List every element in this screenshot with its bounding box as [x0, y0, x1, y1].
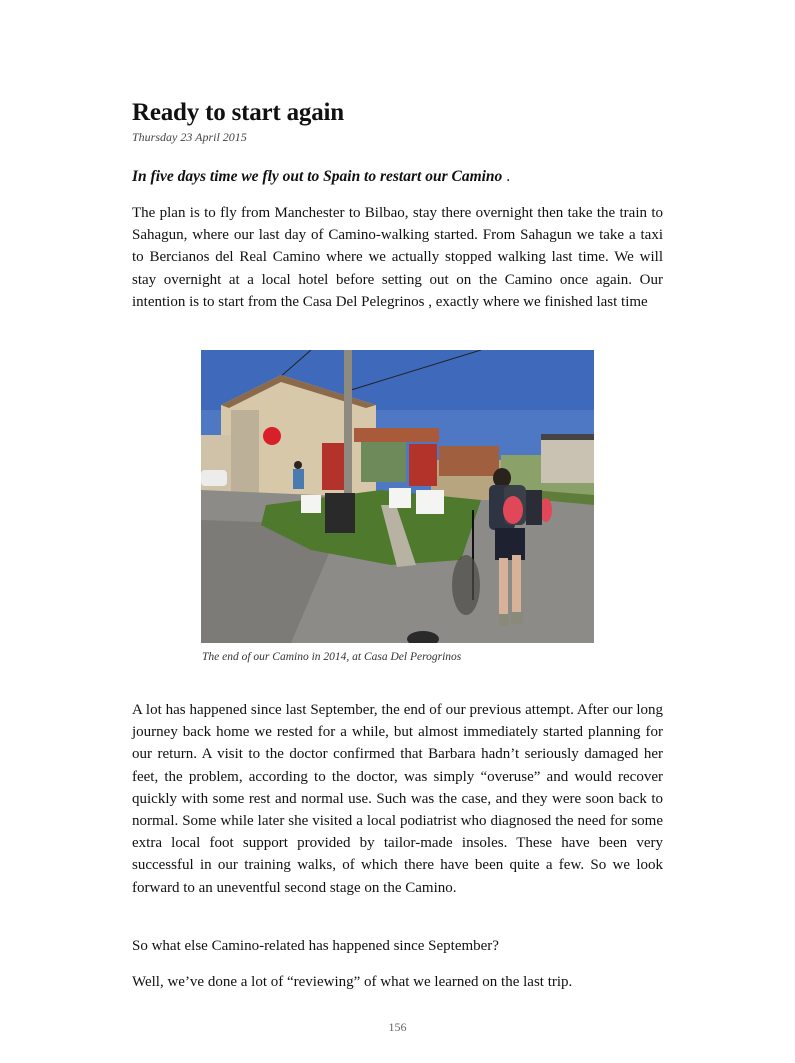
camino-photo — [201, 350, 594, 643]
paragraph-reviewing: Well, we’ve done a lot of “reviewing” of what we learned on the last trip. — [132, 974, 573, 990]
menu-board — [325, 493, 355, 533]
photo-illustration — [201, 350, 594, 643]
photo-caption: The end of our Camino in 2014, at Casa Del Perogrinos — [202, 651, 462, 663]
post-title: Ready to start again — [132, 99, 344, 126]
sign — [263, 427, 281, 445]
lead-sentence — [132, 168, 663, 186]
post-date: Thursday 23 April 2015 — [132, 130, 247, 144]
document-page — [132, 0, 663, 1063]
car — [201, 470, 227, 486]
page-number: 156 — [388, 1020, 407, 1034]
lead-text: In five days time we fly out to Spain to restart our Camino — [132, 168, 503, 185]
lead-tail: . — [502, 168, 511, 185]
paragraph-question: So what else Camino-related has happened since September? — [132, 938, 499, 954]
paragraph-recovery: A lot has happened since last September, the end of our previous attempt. After our long journey back home we rested for a while, but almost immediately started planning for our return. A visit to the doctor confirmed that Barbara hadn’t seriously damaged her feet, the problem, according to the doctor, was simply “overuse” and would recover quickly with some rest and normal use. Such was the case, and they were soon back to normal. Some while later she visited a local podiatrist who diagnosed the need for some extra local foot support provided by tailor-made insoles. These have been very successful in our training walks, of which there have been quite a few. So we look forward to an uneventful second stage on the Camino. — [132, 702, 663, 896]
paragraph-travel-plan: The plan is to fly from Manchester to Bilbao, stay there overnight then take the train to Sahagun, where our last day of Camino-walking started. From Sahagun we take a taxi to Bercianos del Real Camino where we actually stopped walking last time. We will stay overnight at a local hotel before setting out on the Camino once again. Our intention is to start from the Casa Del Pelegrinos , exactly where we finished last time — [132, 205, 663, 310]
utility-pole — [344, 350, 352, 508]
